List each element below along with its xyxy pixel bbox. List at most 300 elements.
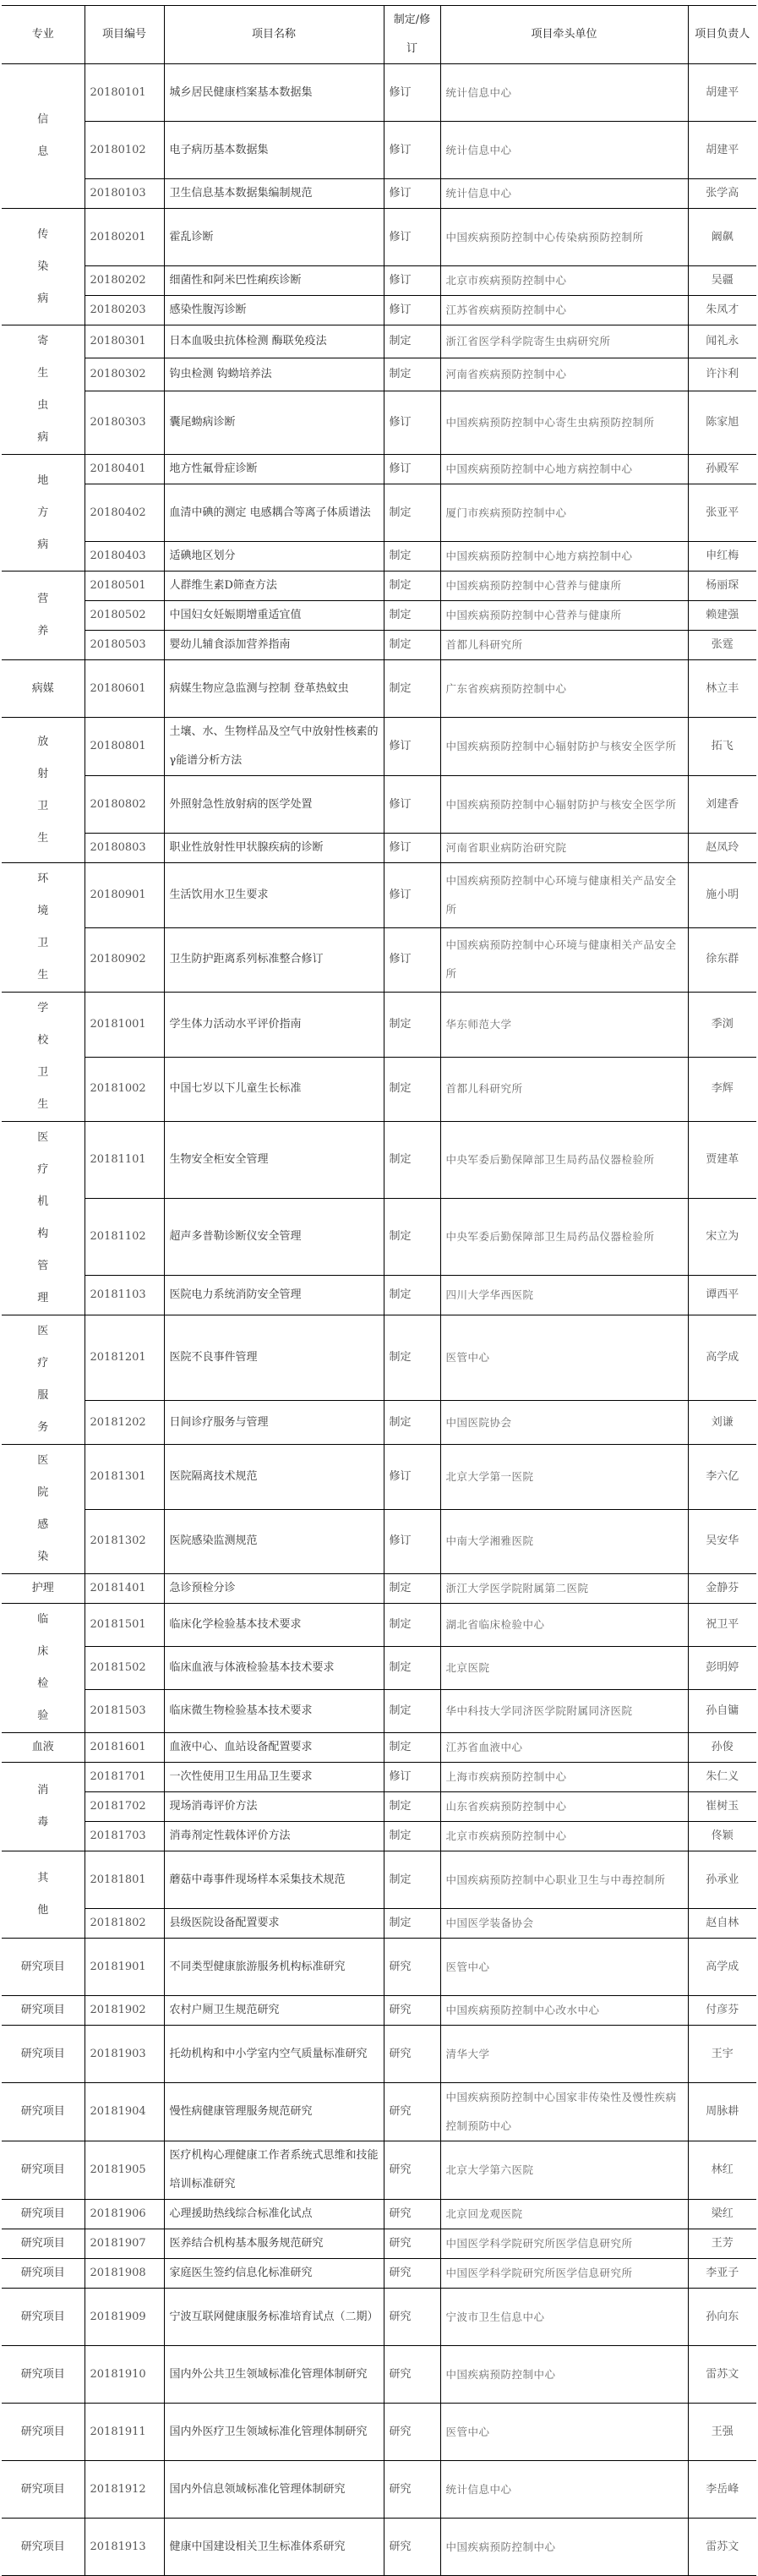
category-cell: [2, 2141, 85, 2200]
lead-organization: 清华大学: [440, 2026, 688, 2083]
table-row: [2, 2346, 756, 2404]
project-leader: 拓飞: [688, 718, 756, 776]
project-name: 生活饮用水卫生要求: [164, 863, 384, 928]
project-code: 20181911: [85, 2404, 164, 2461]
table-header-row: [2, 6, 756, 64]
project-kind: 修订: [384, 718, 440, 776]
category-label: 研究项目: [20, 2482, 65, 2496]
project-leader: 孙俊: [688, 1733, 756, 1763]
project-code: 20180203: [85, 296, 164, 325]
project-code: 20180202: [85, 266, 164, 296]
project-kind: 制定: [384, 358, 440, 391]
project-leader: 朱仁义: [688, 1763, 756, 1792]
project-code: 20181901: [85, 1939, 164, 1996]
table-row: [2, 1792, 756, 1822]
project-leader: 赖建强: [688, 601, 756, 631]
project-code: 20181301: [85, 1445, 164, 1510]
project-name: 卫生防护距离系列标准整合修订: [164, 927, 384, 993]
table-row: [2, 179, 756, 209]
project-kind: 制定: [384, 601, 440, 631]
project-leader: 王芳: [688, 2229, 756, 2259]
project-leader: 林立丰: [688, 660, 756, 718]
project-leader: 李亚子: [688, 2259, 756, 2289]
project-name: 县级医院设备配置要求: [164, 1909, 384, 1939]
category-label: 其他: [37, 1872, 49, 1917]
project-code: 20181912: [85, 2461, 164, 2519]
project-code: 20181907: [85, 2229, 164, 2259]
category-label: 研究项目: [20, 2310, 65, 2323]
header-code: 项目编号: [85, 6, 164, 64]
category-cell: [2, 2461, 85, 2519]
table-row: [2, 631, 756, 660]
project-code: 20181102: [85, 1199, 164, 1276]
project-name: 家庭医生签约信息化标准研究: [164, 2259, 384, 2289]
project-leader: 赵自林: [688, 1909, 756, 1939]
lead-organization: 江苏省疾病预防控制中心: [440, 296, 688, 325]
project-name: 感染性腹泻诊断: [164, 296, 384, 325]
lead-organization: 河南省疾病预防控制中心: [440, 358, 688, 391]
category-cell: [2, 2259, 85, 2289]
lead-organization: 中国疾病预防控制中心环境与健康相关产品安全所: [440, 863, 688, 928]
project-kind: 研究: [384, 2229, 440, 2259]
project-leader: 胡建平: [688, 64, 756, 122]
category-cell: [2, 660, 85, 718]
lead-organization: 中国疾病预防控制中心地方病控制中心: [440, 542, 688, 572]
category-label: 学校卫生: [37, 1002, 49, 1111]
project-kind: 制定: [384, 325, 440, 358]
category-label: 研究项目: [20, 2367, 65, 2381]
category-label: 研究项目: [20, 2163, 65, 2176]
project-kind: 研究: [384, 2026, 440, 2083]
category-cell: [2, 209, 85, 325]
project-code: 20181802: [85, 1909, 164, 1939]
table-row: [2, 660, 756, 718]
project-name: 血液中心、血站设备配置要求: [164, 1733, 384, 1763]
project-name: 人群维生素D筛查方法: [164, 572, 384, 601]
project-kind: 制定: [384, 1604, 440, 1647]
category-cell: [2, 993, 85, 1122]
project-name: 适碘地区划分: [164, 542, 384, 572]
lead-organization: 北京市疾病预防控制中心: [440, 266, 688, 296]
project-leader: 李辉: [688, 1057, 756, 1122]
category-cell: [2, 1574, 85, 1604]
lead-organization: 中国医院协会: [440, 1401, 688, 1445]
lead-organization: 北京市疾病预防控制中心: [440, 1822, 688, 1851]
table-row: [2, 542, 756, 572]
table-row: [2, 266, 756, 296]
lead-organization: 首都儿科研究所: [440, 1057, 688, 1122]
project-name: 国内外信息领域标准化管理体制研究: [164, 2461, 384, 2519]
lead-organization: 北京大学第一医院: [440, 1445, 688, 1510]
table-row: [2, 572, 756, 601]
project-code: 20181103: [85, 1276, 164, 1315]
lead-organization: 湖北省临床检验中心: [440, 1604, 688, 1647]
category-cell: [2, 325, 85, 455]
project-leader: 孙殿军: [688, 455, 756, 484]
category-label: 传染病: [37, 227, 49, 305]
project-code: 20181801: [85, 1851, 164, 1909]
project-code: 20180601: [85, 660, 164, 718]
project-code: 20181701: [85, 1763, 164, 1792]
lead-organization: 河南省职业病防治研究院: [440, 834, 688, 863]
project-name: 托幼机构和中小学室内空气质量标准研究: [164, 2026, 384, 2083]
project-code: 20181903: [85, 2026, 164, 2083]
project-code: 20180502: [85, 601, 164, 631]
lead-organization: 浙江大学医学院附属第二医院: [440, 1574, 688, 1604]
project-leader: 朱凤才: [688, 296, 756, 325]
category-label: 研究项目: [20, 2004, 65, 2016]
project-name: 中国妇女妊娠期增重适宜值: [164, 601, 384, 631]
project-name: 急诊预检分诊: [164, 1574, 384, 1604]
table-row: [2, 1733, 756, 1763]
category-label: 放射卫生: [37, 735, 49, 845]
table-row: [2, 2461, 756, 2519]
project-name: 不同类型健康旅游服务机构标准研究: [164, 1939, 384, 1996]
lead-organization: 宁波市卫生信息中心: [440, 2289, 688, 2346]
table-row: [2, 1401, 756, 1445]
project-leader: 张霆: [688, 631, 756, 660]
project-kind: 研究: [384, 2519, 440, 2576]
table-row: [2, 1690, 756, 1733]
project-kind: 研究: [384, 2404, 440, 2461]
project-code: 20181902: [85, 1996, 164, 2026]
project-name: 电子病历基本数据集: [164, 122, 384, 179]
category-cell: [2, 1445, 85, 1574]
table-row: [2, 927, 756, 993]
category-label: 临床检验: [37, 1613, 49, 1722]
project-kind: 制定: [384, 660, 440, 718]
project-name: 国内外医疗卫生领域标准化管理体制研究: [164, 2404, 384, 2461]
table-row: [2, 209, 756, 266]
project-code: 20181101: [85, 1122, 164, 1199]
project-kind: 制定: [384, 1733, 440, 1763]
table-row: [2, 993, 756, 1058]
category-cell: [2, 2200, 85, 2229]
project-name: 医院感染监测规范: [164, 1509, 384, 1574]
table-row: [2, 1851, 756, 1909]
project-kind: 修订: [384, 122, 440, 179]
project-name: 临床微生物检验基本技术要求: [164, 1690, 384, 1733]
project-code: 20180303: [85, 391, 164, 454]
project-name: 血清中碘的测定 电感耦合等离子体质谱法: [164, 484, 384, 542]
project-name: 细菌性和阿米巴性痢疾诊断: [164, 266, 384, 296]
project-name: 医院隔离技术规范: [164, 1445, 384, 1510]
lead-organization: 中国医学科学院研究所医学信息研究所: [440, 2229, 688, 2259]
category-label: 信息: [37, 113, 49, 158]
category-cell: [2, 2404, 85, 2461]
project-code: 20180102: [85, 122, 164, 179]
lead-organization: 医管中心: [440, 1315, 688, 1401]
project-name: 现场消毒评价方法: [164, 1792, 384, 1822]
category-label: 研究项目: [20, 2267, 65, 2279]
project-leader: 闻礼永: [688, 325, 756, 358]
project-kind: 研究: [384, 1996, 440, 2026]
project-leader: 高学成: [688, 1315, 756, 1401]
project-code: 20180101: [85, 64, 164, 122]
project-code: 20181913: [85, 2519, 164, 2576]
project-code: 20180802: [85, 776, 164, 834]
project-code: 20181501: [85, 1604, 164, 1647]
project-name: 心理援助热线综合标准化试点: [164, 2200, 384, 2229]
header-category: 专业: [2, 6, 85, 64]
project-code: 20181904: [85, 2083, 164, 2141]
table-row: [2, 484, 756, 542]
project-leader: 王强: [688, 2404, 756, 2461]
table-row: [2, 1909, 756, 1939]
project-leader: 陈家旭: [688, 391, 756, 454]
lead-organization: 统计信息中心: [440, 122, 688, 179]
project-name: 一次性使用卫生用品卫生要求: [164, 1763, 384, 1792]
category-label: 研究项目: [20, 2105, 65, 2118]
project-leader: 张亚平: [688, 484, 756, 542]
project-leader: 李六亿: [688, 1445, 756, 1510]
table-row: [2, 1315, 756, 1401]
project-code: 20181905: [85, 2141, 164, 2200]
project-kind: 修订: [384, 209, 440, 266]
project-name: 中国七岁以下儿童生长标准: [164, 1057, 384, 1122]
category-cell: [2, 718, 85, 863]
project-name: 消毒剂定性载体评价方法: [164, 1822, 384, 1851]
project-kind: 修订: [384, 776, 440, 834]
project-code: 20180801: [85, 718, 164, 776]
project-kind: 制定: [384, 1647, 440, 1690]
project-name: 婴幼儿辅食添加营养指南: [164, 631, 384, 660]
table-row: [2, 1574, 756, 1604]
project-code: 20180901: [85, 863, 164, 928]
project-kind: 修订: [384, 834, 440, 863]
project-kind: 研究: [384, 2259, 440, 2289]
table-row: [2, 1276, 756, 1315]
category-label: 病媒: [31, 681, 54, 695]
project-kind: 研究: [384, 2083, 440, 2141]
project-name: 国内外公共卫生领域标准化管理体制研究: [164, 2346, 384, 2404]
project-code: 20181202: [85, 1401, 164, 1445]
project-leader: 孙向东: [688, 2289, 756, 2346]
lead-organization: 江苏省血液中心: [440, 1733, 688, 1763]
project-leader: 许汴利: [688, 358, 756, 391]
table-row: [2, 1939, 756, 1996]
table-row: [2, 122, 756, 179]
category-label: 医院感染: [37, 1454, 49, 1563]
category-label: 研究项目: [20, 2047, 65, 2060]
project-name: 医院不良事件管理: [164, 1315, 384, 1401]
project-kind: 修订: [384, 1445, 440, 1510]
project-kind: 研究: [384, 2461, 440, 2519]
project-kind: 制定: [384, 1276, 440, 1315]
category-cell: [2, 455, 85, 572]
table-row: [2, 325, 756, 358]
project-leader: 金静芬: [688, 1574, 756, 1604]
project-kind: 制定: [384, 631, 440, 660]
project-leader: 宋立为: [688, 1199, 756, 1276]
lead-organization: 中国疾病预防控制中心职业卫生与中毒控制所: [440, 1851, 688, 1909]
lead-organization: 中国疾病预防控制中心环境与健康相关产品安全所: [440, 927, 688, 993]
project-leader: 佟颖: [688, 1822, 756, 1851]
project-kind: 研究: [384, 2141, 440, 2200]
project-name: 超声多普勒诊断仪安全管理: [164, 1199, 384, 1276]
table-row: [2, 2229, 756, 2259]
project-leader: 崔树玉: [688, 1792, 756, 1822]
project-leader: 周脉耕: [688, 2083, 756, 2141]
project-code: 20181908: [85, 2259, 164, 2289]
project-code: 20181002: [85, 1057, 164, 1122]
lead-organization: 医管中心: [440, 2404, 688, 2461]
project-leader: 刘谦: [688, 1401, 756, 1445]
project-kind: 制定: [384, 542, 440, 572]
category-cell: [2, 572, 85, 660]
category-cell: [2, 863, 85, 993]
category-cell: [2, 1122, 85, 1315]
project-code: 20180201: [85, 209, 164, 266]
table-body: [2, 64, 756, 2576]
project-kind: 制定: [384, 1315, 440, 1401]
table-row: [2, 834, 756, 863]
lead-organization: 北京大学第六医院: [440, 2141, 688, 2200]
project-name: 囊尾蚴病诊断: [164, 391, 384, 454]
lead-organization: 中南大学湘雅医院: [440, 1509, 688, 1574]
project-kind: 修订: [384, 391, 440, 454]
table-row: [2, 391, 756, 454]
category-cell: [2, 1851, 85, 1939]
project-kind: 制定: [384, 993, 440, 1058]
project-leader: 施小明: [688, 863, 756, 928]
category-label: 消毒: [37, 1784, 49, 1829]
project-name: 钩虫检测 钩蚴培养法: [164, 358, 384, 391]
table-row: [2, 1604, 756, 1647]
project-name: 健康中国建设相关卫生标准体系研究: [164, 2519, 384, 2576]
project-name: 霍乱诊断: [164, 209, 384, 266]
table-row: [2, 1822, 756, 1851]
project-name: 城乡居民健康档案基本数据集: [164, 64, 384, 122]
project-kind: 研究: [384, 1939, 440, 1996]
project-leader: 徐东群: [688, 927, 756, 993]
project-code: 20180503: [85, 631, 164, 660]
table-row: [2, 1647, 756, 1690]
project-kind: 研究: [384, 2200, 440, 2229]
project-name: 蘑菇中毒事件现场样本采集技术规范: [164, 1851, 384, 1909]
project-code: 20181909: [85, 2289, 164, 2346]
table-row: [2, 2289, 756, 2346]
header-unit: 项目牵头单位: [440, 6, 688, 64]
table-row: [2, 2519, 756, 2576]
project-code: 20180302: [85, 358, 164, 391]
project-kind: 制定: [384, 1057, 440, 1122]
project-leader: 赵凤玲: [688, 834, 756, 863]
table-row: [2, 2083, 756, 2141]
project-kind: 制定: [384, 1851, 440, 1909]
table-row: [2, 863, 756, 928]
header-lead: 项目负责人: [688, 6, 756, 64]
lead-organization: 山东省疾病预防控制中心: [440, 1792, 688, 1822]
project-name: 农村户厕卫生规范研究: [164, 1996, 384, 2026]
project-code: 20181502: [85, 1647, 164, 1690]
category-label: 研究项目: [20, 2207, 65, 2220]
project-leader: 付彦芬: [688, 1996, 756, 2026]
category-label: 地方病: [37, 473, 49, 551]
project-kind: 制定: [384, 484, 440, 542]
project-name: 日本血吸虫抗体检测 酶联免疫法: [164, 325, 384, 358]
project-code: 20180103: [85, 179, 164, 209]
project-code: 20180401: [85, 455, 164, 484]
project-leader: 高学成: [688, 1939, 756, 1996]
category-label: 寄生虫病: [37, 335, 49, 444]
category-cell: [2, 64, 85, 209]
lead-organization: 中国疾病预防控制中心地方病控制中心: [440, 455, 688, 484]
project-code: 20181503: [85, 1690, 164, 1733]
project-leader: 胡建平: [688, 122, 756, 179]
project-name: 学生体力活动水平评价指南: [164, 993, 384, 1058]
project-leader: 申红梅: [688, 542, 756, 572]
category-cell: [2, 1733, 85, 1763]
lead-organization: 上海市疾病预防控制中心: [440, 1763, 688, 1792]
category-label: 医疗机构管理: [37, 1131, 49, 1304]
category-label: 护理: [31, 1582, 54, 1594]
project-leader: 吴安华: [688, 1509, 756, 1574]
project-code: 20180902: [85, 927, 164, 993]
project-leader: 雷苏文: [688, 2346, 756, 2404]
category-cell: [2, 1939, 85, 1996]
project-kind: 制定: [384, 1122, 440, 1199]
table-row: [2, 1763, 756, 1792]
table-row: [2, 718, 756, 776]
project-kind: 制定: [384, 1909, 440, 1939]
project-kind: 修订: [384, 863, 440, 928]
project-kind: 制定: [384, 1690, 440, 1733]
project-code: 20181703: [85, 1822, 164, 1851]
category-label: 研究项目: [20, 2540, 65, 2553]
project-leader: 孙自镛: [688, 1690, 756, 1733]
lead-organization: 中国疾病预防控制中心: [440, 2519, 688, 2576]
project-kind: 修订: [384, 455, 440, 484]
lead-organization: 中国疾病预防控制中心改水中心: [440, 1996, 688, 2026]
project-kind: 修订: [384, 296, 440, 325]
lead-organization: 广东省疾病预防控制中心: [440, 660, 688, 718]
project-leader: 贾建革: [688, 1122, 756, 1199]
category-label: 研究项目: [20, 1960, 65, 1973]
lead-organization: 中国疾病预防控制中心辐射防护与核安全医学所: [440, 718, 688, 776]
lead-organization: 统计信息中心: [440, 64, 688, 122]
project-leader: 梁红: [688, 2200, 756, 2229]
project-leader: 吴疆: [688, 266, 756, 296]
project-code: 20181702: [85, 1792, 164, 1822]
category-label: 医疗服务: [37, 1325, 49, 1434]
category-cell: [2, 2083, 85, 2141]
project-kind: 制定: [384, 1401, 440, 1445]
lead-organization: 北京回龙观医院: [440, 2200, 688, 2229]
project-kind: 制定: [384, 1822, 440, 1851]
table-row: [2, 358, 756, 391]
lead-organization: 中国疾病预防控制中心传染病预防控制所: [440, 209, 688, 266]
lead-organization: 统计信息中心: [440, 2461, 688, 2519]
table-row: [2, 1199, 756, 1276]
table-row: [2, 2259, 756, 2289]
project-kind: 研究: [384, 2289, 440, 2346]
project-name: 卫生信息基本数据集编制规范: [164, 179, 384, 209]
project-name: 外照射急性放射病的医学处置: [164, 776, 384, 834]
project-kind: 修订: [384, 266, 440, 296]
project-name: 慢性病健康管理服务规范研究: [164, 2083, 384, 2141]
lead-organization: 中国疾病预防控制中心营养与健康所: [440, 572, 688, 601]
project-kind: 修订: [384, 179, 440, 209]
lead-organization: 医管中心: [440, 1939, 688, 1996]
project-leader: 孙承业: [688, 1851, 756, 1909]
lead-organization: 华东师范大学: [440, 993, 688, 1058]
project-code: 20181910: [85, 2346, 164, 2404]
project-kind: 制定: [384, 572, 440, 601]
project-leader: 谭西平: [688, 1276, 756, 1315]
table-row: [2, 2200, 756, 2229]
lead-organization: 中国疾病预防控制中心营养与健康所: [440, 601, 688, 631]
